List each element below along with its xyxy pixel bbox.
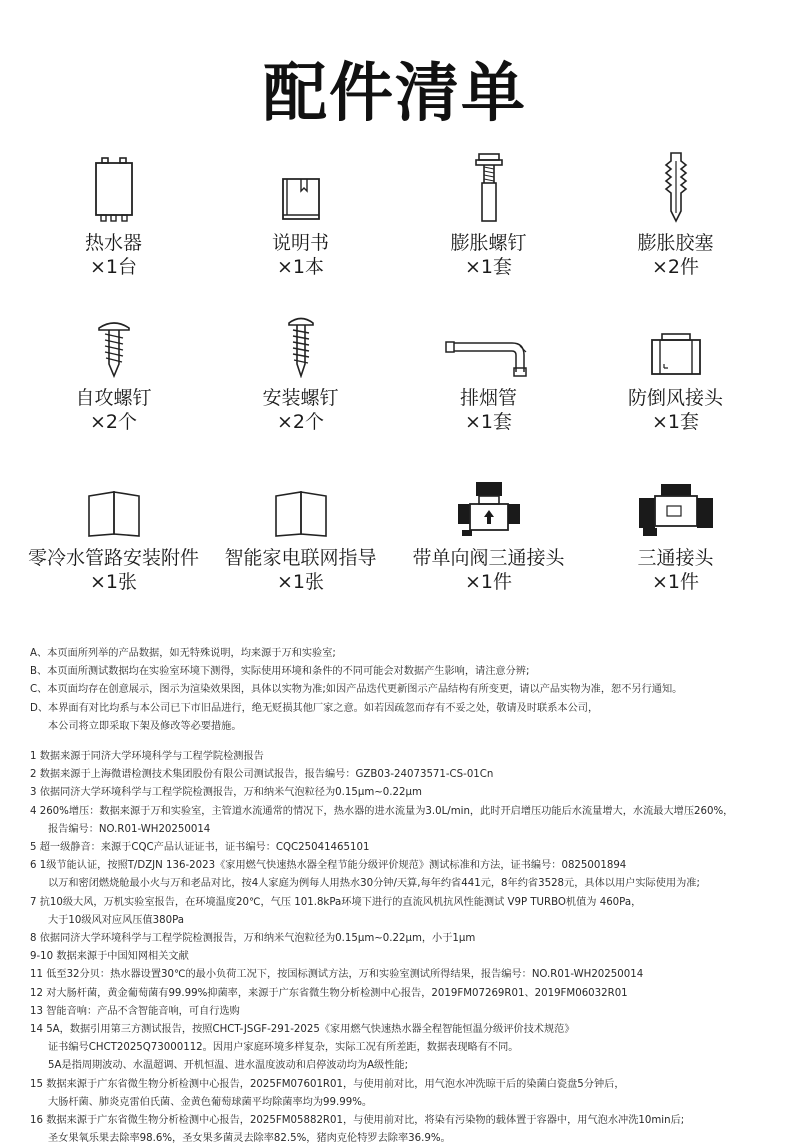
note-16-cont: 圣女果氧乐果去除率98.6%，圣女果多菌灵去除率82.5%，猪肉克伦特罗去除率36.9%。 [48,1133,451,1145]
note-d: D、本界面有对比均系与本公司已下市旧品进行，绝无贬损其他厂家之意。如若因疏忽而存有不妥之处，敬请及时联系本公司， [30,702,599,714]
note-2: 2 数据来源于上海微谱检测技术集团股份有限公司测试报告，报告编号：GZB03-24073571-CS-01Cn [30,769,494,781]
note-7: 7 抗10级大风，万机实验室报告，在环境温度20℃，气压 101.8kPa环境下进行的直流风机抗风性能测试 V9P TURBO机值为 460Pa， [30,896,642,908]
manual-book-icon [279,175,323,223]
note-14: 14 5A，数据引用第三方测试报告，按照CHCT-JSGF-291-2025《家用燃气快速热水器全程智能恒温分级评价技术规范》 [30,1024,575,1036]
note-15: 15 数据来源于广东省微生物分析检测中心报告，2025FM07601R01，与使用前对比，用气泡水冲洗晾干后的染菌白瓷盘5分钟后， [30,1078,625,1090]
note-13: 13 智能音响：产品不含智能音响，可自行选购 [30,1005,240,1017]
item-qty: ×2个 [89,411,137,433]
item-exhaust-pipe [395,300,582,434]
note-6-cont: 以万和密闭燃烧舱最小火与万和老品对比，按4人家庭为例每人用热水30分钟/天算,每年约省441元，8年约省3528元，具体以用户实际使用为准; [48,878,700,890]
note-14-cont: 证书编号CHCT2025Q73000112。因用户家庭环境多样复杂，实际工况有所差距，数据表现略有不同。 [48,1042,519,1054]
item-name: 膨胀螺钉 [450,232,527,254]
spacer [30,736,770,748]
page-title: 配件清单 [263,57,527,131]
anti-backdraft-connector-icon [648,332,704,378]
note-4: 4 260%增压：数据来源于万和实验室，主管道水流通常的情况下，热水器的进水流量为3.0L/min，此时开启增压功能后水流量增大，水流最大增压260%， [30,805,734,817]
item-name: 智能家电联网指导 [224,547,377,569]
item-name: 说明书 [271,232,329,254]
folded-sheet-icon [87,490,141,538]
wall-plug-icon [662,151,690,223]
note-12: 12 对大肠杆菌，黄金葡萄菌有99.99%抑菌率，来源于广东省微生物分析检测中心报告，2019FM07269R01、2019FM06032R01 [30,987,628,999]
item-qty: ×1件 [464,571,512,593]
note-8: 8 依据同济大学环境科学与工程学院检测报告，万和纳米气泡粒径为0.15μm~0.22μm，小于1μm [30,933,476,945]
item-name: 热水器 [84,232,142,254]
note-9: 9-10 数据来源于中国知网相关文献 [30,951,189,963]
item-qty: ×1台 [89,256,137,278]
item-manual [207,145,394,279]
exhaust-pipe-icon [444,338,534,378]
item-name: 三通接头 [637,547,714,569]
item-expansion-bolt [395,145,582,279]
tee-connector-icon [635,482,717,538]
item-name: 安装螺钉 [262,387,339,409]
mounting-screw-icon [286,316,316,378]
note-11: 11 低至32分贝：热水器设置30℃的最小负荷工况下，按国标测试方法，万和实验室测试所得结果，报告编号：NO.R01-WH20250014 [30,969,644,981]
item-name: 防倒风接头 [627,387,723,409]
note-5: 5 超一级静音：来源于CQC产品认证证书，证书编号：CQC25041465101 [30,842,370,854]
item-water-heater [20,145,207,279]
item-self-tapping-screw [20,300,207,434]
item-tee-connector [582,460,769,594]
item-qty: ×1本 [276,256,324,278]
note-b: B、本页面所测试数据均在实验室环境下测得，实际使用环境和条件的不同可能会对数据产生影响，请注意分辨; [30,666,530,678]
note-a: A、本页面所列举的产品数据，如无特殊说明，均来源于万和实验室; [30,648,336,659]
item-qty: ×1套 [464,411,512,433]
check-valve-tee-icon [454,480,524,538]
footnotes [30,645,770,1148]
note-1: 1 数据来源于同济大学环境科学与工程学院检测报告 [30,751,264,763]
note-16: 16 数据来源于广东省微生物分析检测中心报告，2025FM05882R01，与使用前对比，将染有污染物的载体置于容器中，用气泡水冲洗10min后; [30,1115,685,1127]
item-name: 自攻螺钉 [75,387,152,409]
item-check-valve-tee [395,460,582,594]
note-6: 6 1级节能认证，按照T/DZJN 136-2023《家用燃气快速热水器全程节能分级评价规范》测试标准和方法，证书编号：0825001894 [30,860,627,872]
item-name: 膨胀胶塞 [637,232,714,254]
item-name: 带单向阀三通接头 [412,547,565,569]
self-tapping-screw-icon [97,320,131,378]
expansion-bolt-icon [474,153,504,223]
item-qty: ×1件 [651,571,699,593]
item-qty: ×1套 [651,411,699,433]
note-7-cont: 大于10级风对应风压值380Pa [48,914,185,926]
item-qty: ×2件 [651,256,699,278]
item-qty: ×1张 [276,571,324,593]
item-smart-guide [207,460,394,594]
item-anti-backdraft [582,300,769,434]
item-name: 排烟管 [459,387,517,409]
note-14-cont2: 5A是指周期波动、水温超调、开机恒温、进水温度波动和启停波动均为A级性能; [48,1060,409,1072]
item-qty: ×1张 [89,571,137,593]
item-name: 零冷水管路安装附件 [27,547,199,569]
item-qty: ×2个 [276,411,324,433]
item-zero-cold-kit [20,460,207,594]
item-qty: ×1套 [464,256,512,278]
folded-sheet-icon [274,490,328,538]
water-heater-icon [94,157,134,223]
note-d-cont: 本公司将立即采取下架及修改等必要措施。 [48,720,242,732]
item-mounting-screw [207,300,394,434]
note-3: 3 依据同济大学环境科学与工程学院检测报告，万和纳米气泡粒径为0.15μm~0.22μm [30,787,422,799]
item-wall-plug [582,145,769,279]
note-4-cont: 报告编号：NO.R01-WH20250014 [48,823,211,835]
note-15-cont: 大肠杆菌、肺炎克雷伯氏菌、金黄色葡萄球菌平均除菌率均为99.99%。 [48,1096,373,1108]
note-c: C、本页面均存在创意展示，图示为渲染效果图，具体以实物为准;如因产品迭代更新图示产品结构有所变更，请以产品实物为准，恕不另行通知。 [30,684,683,696]
